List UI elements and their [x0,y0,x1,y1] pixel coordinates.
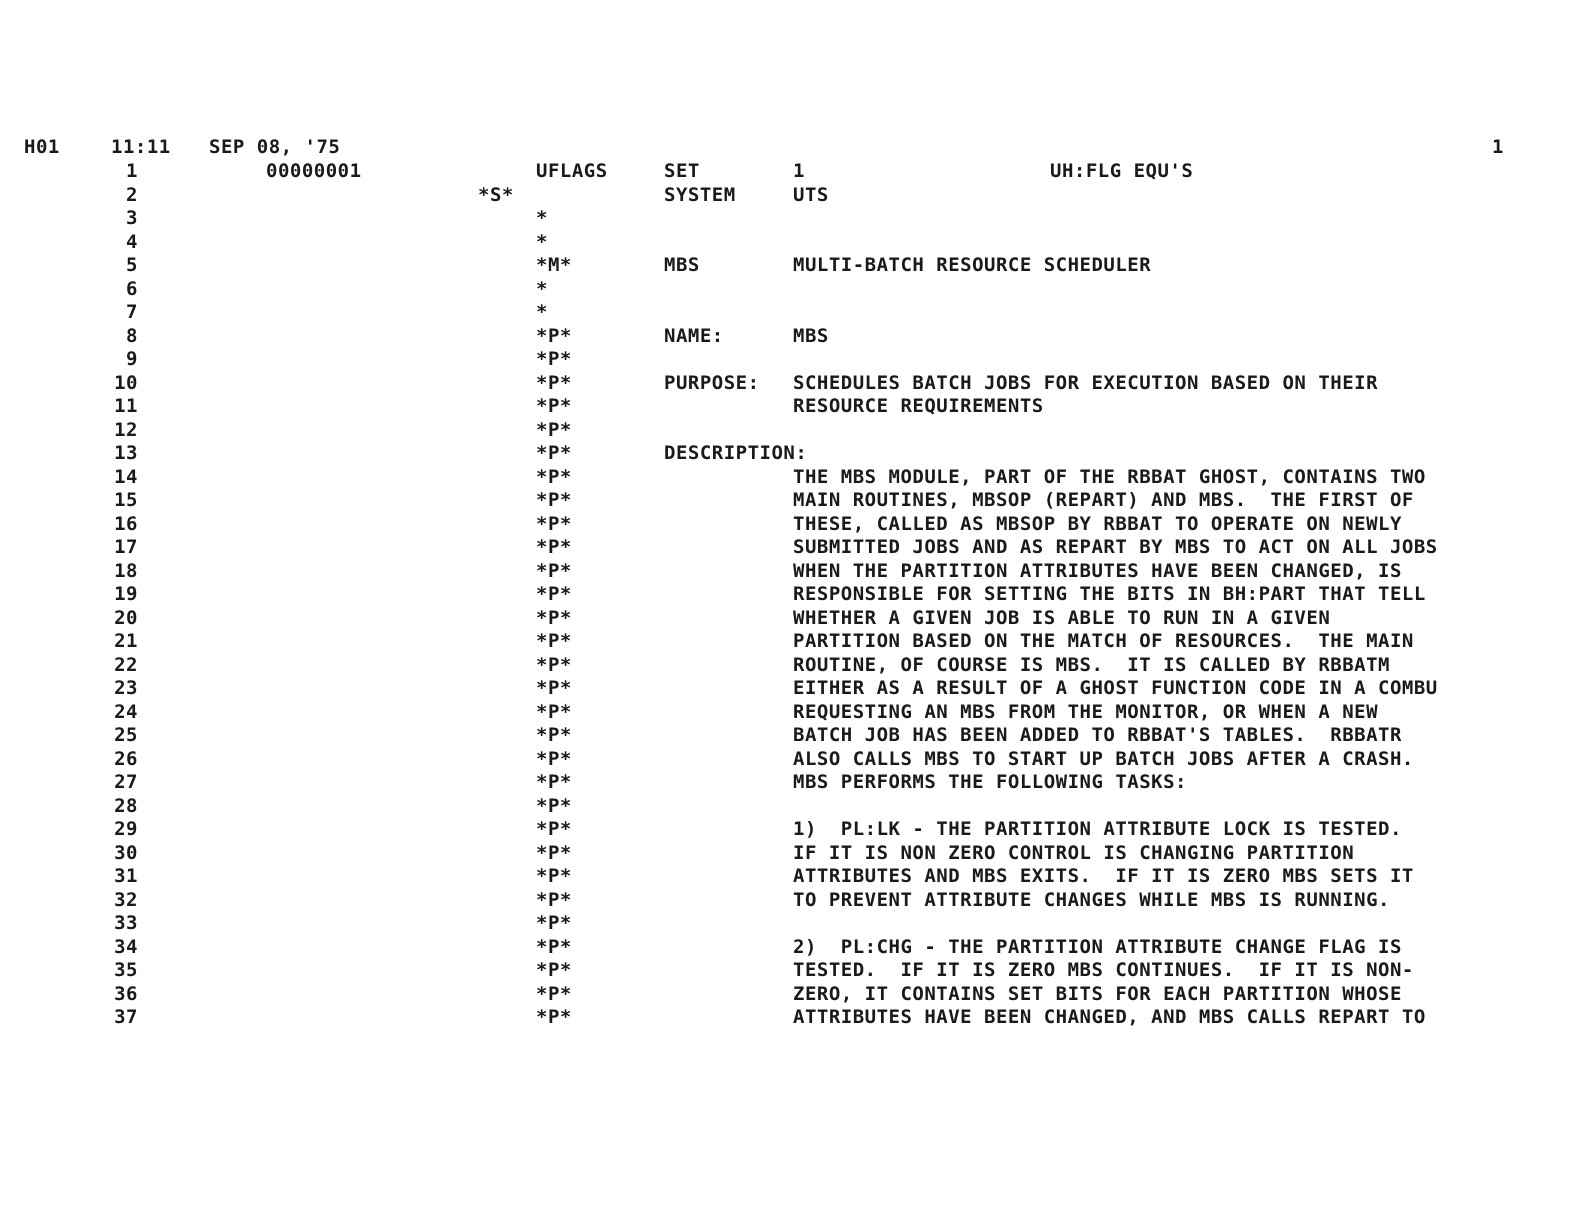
line-number: 18 [114,559,138,582]
listing-line [0,513,1584,537]
header-page-number: 1 [1492,136,1504,158]
line-number: 27 [114,771,138,793]
description-text: ALSO CALLS MBS TO START UP BATCH JOBS AFTER A CRASH. [793,747,1414,770]
line-number: 36 [114,982,138,1005]
label-field: *P* [536,512,572,535]
listing-line [0,372,1584,396]
label-field: UFLAGS [536,160,608,182]
line-number: 30 [114,841,138,864]
listing-line [0,466,1584,490]
line-number: 34 [114,935,138,958]
description-text: WHEN THE PARTITION ATTRIBUTES HAVE BEEN CHANGED, IS [793,559,1402,582]
listing-line [0,912,1584,936]
line-number: 23 [114,677,138,699]
listing-line [0,701,1584,725]
operation-field: MBS [664,254,700,276]
label-field: *P* [536,371,572,394]
label-field: *P* [536,888,572,911]
listing-line [0,607,1584,631]
line-number: 15 [114,489,138,511]
operation-field: PURPOSE: [664,371,760,394]
line-number: 26 [114,747,138,770]
label-field: *P* [536,1006,572,1028]
description-text: PARTITION BASED ON THE MATCH OF RESOURCES. THE MAIN [793,630,1414,652]
line-number: 1 [126,160,138,182]
label-field: *P* [536,865,572,887]
description-text: IF IT IS NON ZERO CONTROL IS CHANGING PARTITION [793,841,1355,864]
listing-line [0,818,1584,842]
listing-line [0,254,1584,278]
description-text: REQUESTING AN MBS FROM THE MONITOR, OR WHEN A NEW [793,700,1379,723]
listing-line [0,795,1584,819]
operation-field: DESCRIPTION: [664,442,808,464]
comment-field: UH:FLG EQU'S [1050,160,1194,182]
source-listing [0,160,1584,1030]
label-field: *P* [536,489,572,511]
line-number: 2 [126,183,138,206]
listing-line [0,560,1584,584]
listing-line [0,983,1584,1007]
argument-field: MULTI-BATCH RESOURCE SCHEDULER [793,254,1152,276]
line-number: 14 [114,465,138,488]
description-text: THESE, CALLED AS MBSOP BY RBBAT TO OPERATE ON NEWLY [793,512,1402,535]
description-text: 1) PL:LK - THE PARTITION ATTRIBUTE LOCK IS TESTED. [793,818,1402,840]
line-number: 32 [114,888,138,911]
line-number: 6 [126,277,138,300]
line-flag: *S* [478,183,514,206]
listing-line [0,395,1584,419]
description-text: RESPONSIBLE FOR SETTING THE BITS IN BH:PART THAT TELL [793,583,1426,605]
argument-field: MBS [793,324,829,347]
listing-line [0,184,1584,208]
label-field: *P* [536,982,572,1005]
line-number: 4 [126,230,138,253]
description-text: ATTRIBUTES AND MBS EXITS. IF IT IS ZERO MBS SETS IT [793,865,1414,887]
line-number: 8 [126,324,138,347]
label-field: *P* [536,324,572,347]
object-code: 00000001 [266,160,362,182]
listing-line [0,160,1584,184]
description-text: SUBMITTED JOBS AND AS REPART BY MBS TO ACT ON ALL JOBS [793,536,1438,558]
listing-line [0,677,1584,701]
line-number: 10 [114,371,138,394]
operation-field: SYSTEM [664,183,736,206]
line-number: 12 [114,418,138,441]
listing-line [0,748,1584,772]
line-number: 33 [114,912,138,934]
label-field: *P* [536,818,572,840]
description-text: 2) PL:CHG - THE PARTITION ATTRIBUTE CHANGE FLAG IS [793,935,1402,958]
listing-line [0,301,1584,325]
listing-line [0,278,1584,302]
header-date: SEP 08, '75 [209,136,341,158]
label-field: *P* [536,536,572,558]
listing-line [0,936,1584,960]
label-field: *P* [536,348,572,370]
label-field: *P* [536,935,572,958]
listing-line [0,630,1584,654]
label-field: *P* [536,771,572,793]
description-text: MBS PERFORMS THE FOLLOWING TASKS: [793,771,1187,793]
description-text: ROUTINE, OF COURSE IS MBS. IT IS CALLED BY RBBATM [793,653,1390,676]
description-text: TESTED. IF IT IS ZERO MBS CONTINUES. IF IT IS NON- [793,959,1414,981]
line-number: 9 [126,348,138,370]
line-number: 5 [126,254,138,276]
label-field: *P* [536,700,572,723]
label-field: *P* [536,653,572,676]
operation-field: NAME: [664,324,724,347]
label-field: *P* [536,724,572,746]
line-number: 35 [114,959,138,981]
line-number: 29 [114,818,138,840]
listing-line [0,842,1584,866]
listing-line [0,489,1584,513]
line-number: 7 [126,301,138,323]
label-field: *P* [536,630,572,652]
line-number: 37 [114,1006,138,1028]
label-field: *P* [536,794,572,817]
label-field: *P* [536,959,572,981]
line-number: 11 [114,395,138,417]
description-text: WHETHER A GIVEN JOB IS ABLE TO RUN IN A GIVEN [793,606,1331,629]
label-field: *P* [536,395,572,417]
description-text: TO PREVENT ATTRIBUTE CHANGES WHILE MBS IS RUNNING. [793,888,1390,911]
label-field: * [536,301,548,323]
header-id: H01 [24,136,60,158]
label-field: *P* [536,841,572,864]
line-number: 28 [114,794,138,817]
line-number: 19 [114,583,138,605]
description-text: MAIN ROUTINES, MBSOP (REPART) AND MBS. THE FIRST OF [793,489,1414,511]
listing-line [0,442,1584,466]
listing-line [0,889,1584,913]
listing-line [0,325,1584,349]
listing-line [0,771,1584,795]
label-field: * [536,230,548,253]
line-number: 20 [114,606,138,629]
listing-line [0,419,1584,443]
listing-line [0,865,1584,889]
line-number: 16 [114,512,138,535]
line-number: 17 [114,536,138,558]
label-field: * [536,207,548,229]
label-field: *P* [536,442,572,464]
description-text: THE MBS MODULE, PART OF THE RBBAT GHOST, CONTAINS TWO [793,465,1426,488]
line-number: 31 [114,865,138,887]
label-field: *P* [536,606,572,629]
line-number: 24 [114,700,138,723]
label-field: *P* [536,418,572,441]
description-text: EITHER AS A RESULT OF A GHOST FUNCTION CODE IN A COMBU [793,677,1438,699]
argument-field: SCHEDULES BATCH JOBS FOR EXECUTION BASED ON THEIR [793,371,1379,394]
listing-line [0,536,1584,560]
line-number: 22 [114,653,138,676]
listing-line [0,654,1584,678]
listing-line [0,583,1584,607]
label-field: *P* [536,747,572,770]
listing-line [0,207,1584,231]
argument-field: UTS [793,183,829,206]
description-text: ZERO, IT CONTAINS SET BITS FOR EACH PARTITION WHOSE [793,982,1402,1005]
argument-field: RESOURCE REQUIREMENTS [793,395,1044,417]
label-field: *P* [536,559,572,582]
label-field: *P* [536,677,572,699]
header-time: 11:11 [111,136,171,158]
line-number: 25 [114,724,138,746]
listing-header [0,136,1584,160]
description-text: ATTRIBUTES HAVE BEEN CHANGED, AND MBS CALLS REPART TO [793,1006,1426,1028]
line-number: 13 [114,442,138,464]
listing-line [0,348,1584,372]
label-field: *P* [536,583,572,605]
line-number: 21 [114,630,138,652]
description-text: BATCH JOB HAS BEEN ADDED TO RBBAT'S TABLES. RBBATR [793,724,1402,746]
listing-line [0,231,1584,255]
label-field: * [536,277,548,300]
listing-line [0,724,1584,748]
label-field: *P* [536,465,572,488]
argument-field: 1 [793,160,805,182]
label-field: *M* [536,254,572,276]
operation-field: SET [664,160,700,182]
line-number: 3 [126,207,138,229]
listing-line [0,1006,1584,1030]
listing-line [0,959,1584,983]
label-field: *P* [536,912,572,934]
